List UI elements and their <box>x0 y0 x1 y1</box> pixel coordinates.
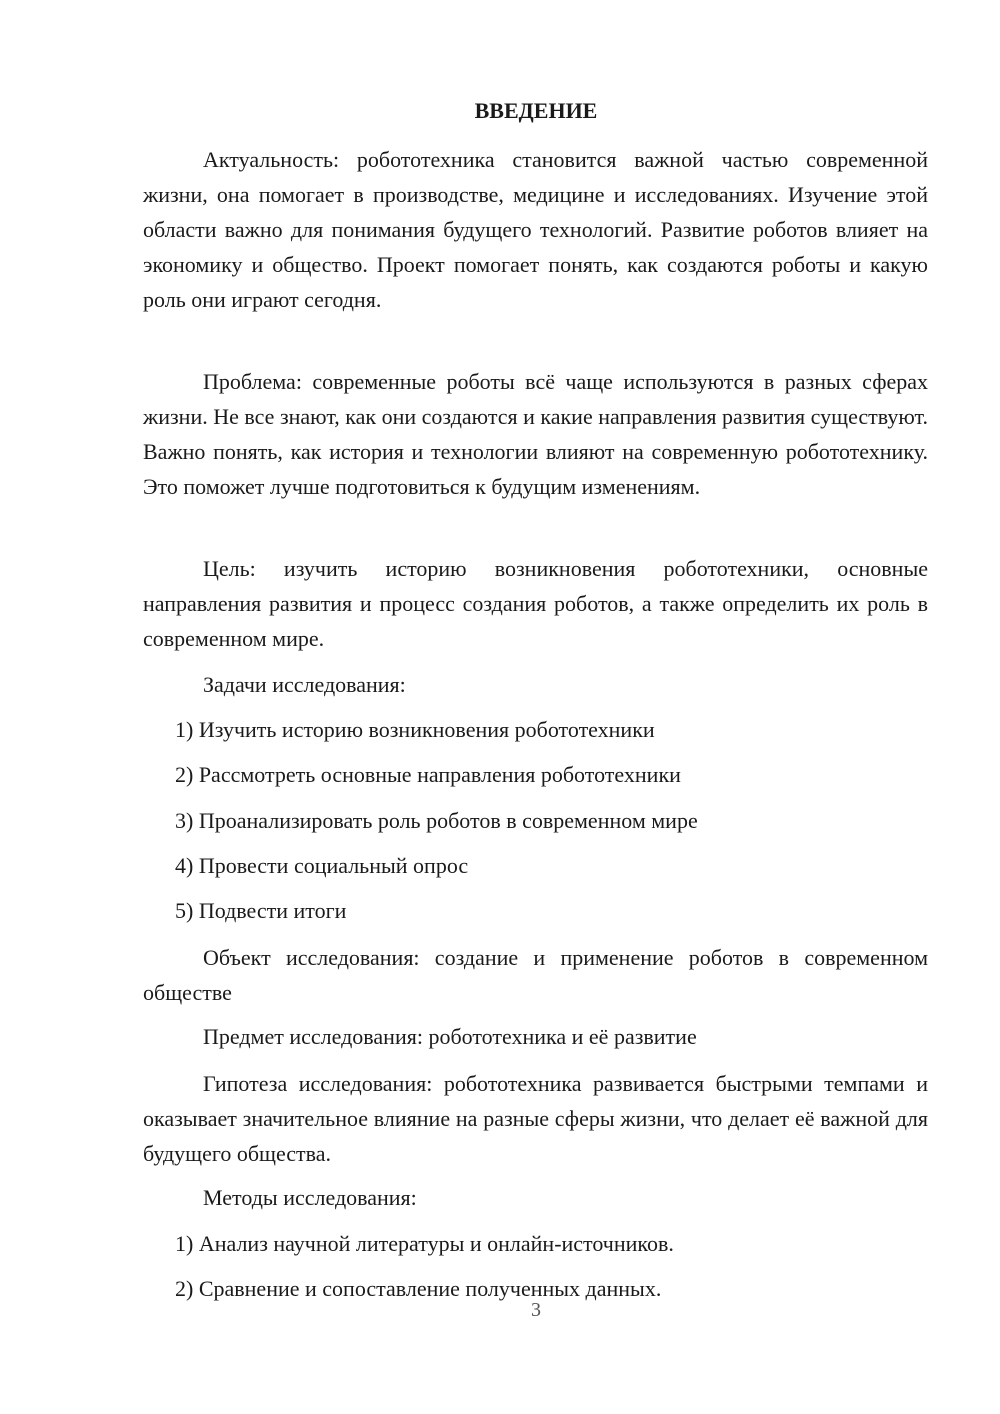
task-item: 3) Проанализировать роль роботов в современном мире <box>175 808 698 833</box>
method-item: 1) Анализ научной литературы и онлайн-источников. <box>175 1231 674 1256</box>
goal-paragraph: Цель: изучить историю возникновения робототехники, основные направления развития и процесс создания роботов, а также определить их роль в современном мире. <box>143 556 928 651</box>
subject-line: Предмет исследования: робототехника и её развитие <box>203 1024 697 1049</box>
object-paragraph: Объект исследования: создание и применение роботов в современном обществе <box>143 945 928 1005</box>
section-title: ВВЕДЕНИЕ <box>474 98 598 123</box>
task-item: 1) Изучить историю возникновения робототехники <box>175 717 655 742</box>
problem-paragraph: Проблема: современные роботы всё чаще используются в разных сферах жизни. Не все знают, как они создаются и какие направления развития существуют. Важно понять, как история и технологии влияют на современную робототехнику. Это поможет лучше подготовиться к будущим изменениям. <box>143 369 928 499</box>
task-item: 5) Подвести итоги <box>175 898 347 923</box>
page-number: 3 <box>531 1299 541 1321</box>
methods-heading: Методы исследования: <box>203 1185 417 1210</box>
task-item: 2) Рассмотреть основные направления робототехники <box>175 762 681 787</box>
hypothesis-paragraph: Гипотеза исследования: робототехника развивается быстрыми темпами и оказывает значительное влияние на разные сферы жизни, что делает её важной для будущего общества. <box>143 1071 928 1166</box>
method-item: 2) Сравнение и сопоставление полученных данных. <box>175 1276 662 1301</box>
task-item: 4) Провести социальный опрос <box>175 853 469 878</box>
relevance-paragraph: Актуальность: робототехника становится важной частью современной жизни, она помогает в производстве, медицине и исследованиях. Изучение этой области важно для понимания будущего технологий. Развитие роботов влияет на экономику и общество. Проект помогает понять, как создаются роботы и какую роль они играют сегодня. <box>143 147 928 312</box>
tasks-heading: Задачи исследования: <box>203 672 406 697</box>
